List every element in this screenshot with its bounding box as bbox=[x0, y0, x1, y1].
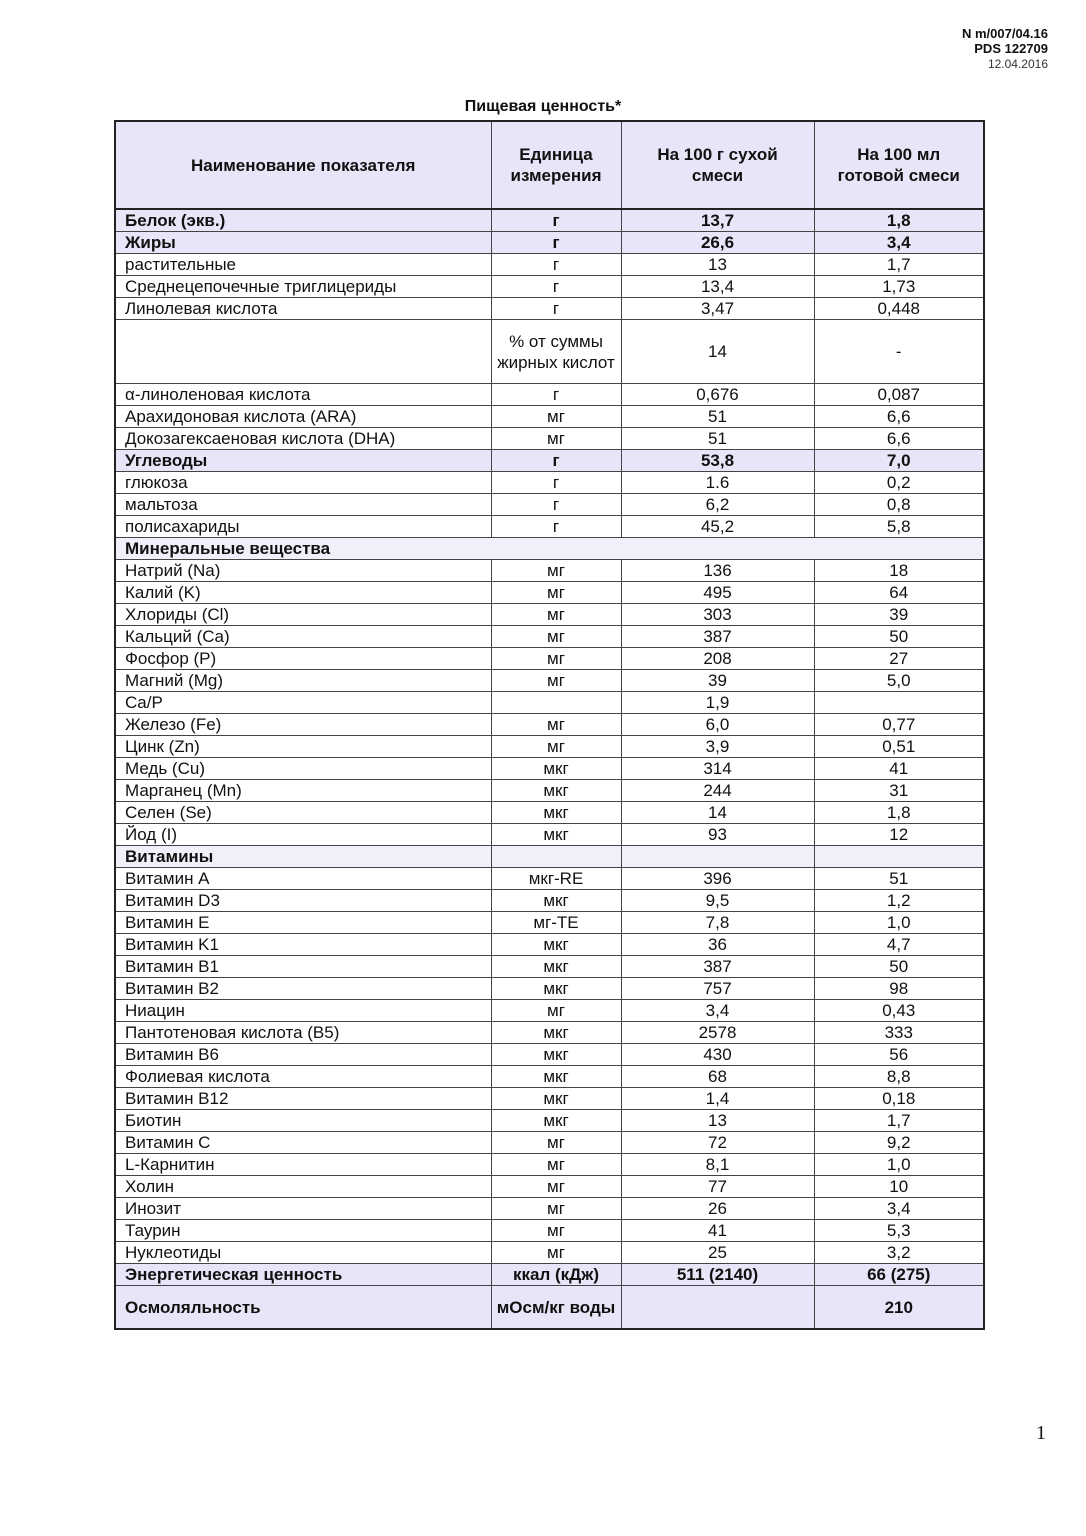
cell-unit: мг bbox=[491, 736, 621, 758]
cell-unit: мкг bbox=[491, 802, 621, 824]
cell-unit: мкг bbox=[491, 1088, 621, 1110]
cell-unit: мкг bbox=[491, 1044, 621, 1066]
cell-unit: мг bbox=[491, 648, 621, 670]
cell-unit: % от суммы жирных кислот bbox=[491, 320, 621, 384]
cell-dry: 303 bbox=[621, 604, 814, 626]
cell-name: Арахидоновая кислота (ARA) bbox=[115, 406, 491, 428]
cell-dry: 13,7 bbox=[621, 209, 814, 232]
table-row bbox=[115, 450, 984, 472]
cell-unit: мг bbox=[491, 1132, 621, 1154]
table-row bbox=[115, 1066, 984, 1088]
table-row bbox=[115, 276, 984, 298]
cell-unit: г bbox=[491, 384, 621, 406]
cell-unit: мг bbox=[491, 670, 621, 692]
cell-name: Инозит bbox=[115, 1198, 491, 1220]
cell-dry: 6,0 bbox=[621, 714, 814, 736]
cell-name: Таурин bbox=[115, 1220, 491, 1242]
cell-unit: мг bbox=[491, 714, 621, 736]
cell-ready: 0,77 bbox=[814, 714, 984, 736]
cell-unit: мг bbox=[491, 626, 621, 648]
table-row bbox=[115, 1264, 984, 1286]
cell-unit: г bbox=[491, 254, 621, 276]
cell-name: Витамин D3 bbox=[115, 890, 491, 912]
table-row bbox=[115, 1220, 984, 1242]
cell-unit: мкг bbox=[491, 1022, 621, 1044]
cell-name: Витамин B1 bbox=[115, 956, 491, 978]
table-row bbox=[115, 320, 984, 384]
cell-dry: 495 bbox=[621, 582, 814, 604]
header-dry: На 100 г сухой смеси bbox=[621, 121, 814, 209]
cell-dry: 36 bbox=[621, 934, 814, 956]
cell-name: Магний (Mg) bbox=[115, 670, 491, 692]
table-row bbox=[115, 254, 984, 276]
cell-name: Калий (K) bbox=[115, 582, 491, 604]
cell-dry: 51 bbox=[621, 406, 814, 428]
cell-name bbox=[115, 320, 491, 384]
table-row bbox=[115, 494, 984, 516]
cell-dry: 1,9 bbox=[621, 692, 814, 714]
cell-unit: мкг bbox=[491, 824, 621, 846]
table-row bbox=[115, 714, 984, 736]
cell-ready: 210 bbox=[814, 1286, 984, 1330]
cell-ready: 1,0 bbox=[814, 1154, 984, 1176]
table-row bbox=[115, 978, 984, 1000]
cell-dry: 53,8 bbox=[621, 450, 814, 472]
table-row bbox=[115, 626, 984, 648]
table-row bbox=[115, 692, 984, 714]
cell-name: Витамин K1 bbox=[115, 934, 491, 956]
cell-ready: 64 bbox=[814, 582, 984, 604]
cell-ready: 27 bbox=[814, 648, 984, 670]
cell-name: Линолевая кислота bbox=[115, 298, 491, 320]
cell-ready: 51 bbox=[814, 868, 984, 890]
cell-name: Витамин B6 bbox=[115, 1044, 491, 1066]
cell-unit: мкг bbox=[491, 934, 621, 956]
cell-dry: 430 bbox=[621, 1044, 814, 1066]
cell-ready: - bbox=[814, 320, 984, 384]
page-title: Пищевая ценность* bbox=[464, 98, 622, 115]
cell-dry: 757 bbox=[621, 978, 814, 1000]
cell-dry: 1.6 bbox=[621, 472, 814, 494]
cell-dry: 3,47 bbox=[621, 298, 814, 320]
header-unit: Единица измерения bbox=[491, 121, 621, 209]
table-row bbox=[115, 428, 984, 450]
nutrition-table bbox=[114, 120, 985, 1330]
cell-name: Биотин bbox=[115, 1110, 491, 1132]
cell-unit: ккал (кДж) bbox=[491, 1264, 621, 1286]
cell-name: Среднецепочечные триглицериды bbox=[115, 276, 491, 298]
cell-name: Фолиевая кислота bbox=[115, 1066, 491, 1088]
cell-ready: 10 bbox=[814, 1176, 984, 1198]
table-row bbox=[115, 868, 984, 890]
cell-ready: 50 bbox=[814, 626, 984, 648]
table-row bbox=[115, 1022, 984, 1044]
cell-unit: г bbox=[491, 298, 621, 320]
cell-dry: 3,4 bbox=[621, 1000, 814, 1022]
cell-name: Витамины bbox=[115, 846, 491, 868]
cell-dry bbox=[621, 846, 814, 868]
cell-unit: мкг-RE bbox=[491, 868, 621, 890]
cell-name: Витамин B2 bbox=[115, 978, 491, 1000]
cell-unit: мг bbox=[491, 582, 621, 604]
cell-unit: мг bbox=[491, 1198, 621, 1220]
table-row bbox=[115, 1000, 984, 1022]
table-row bbox=[115, 736, 984, 758]
cell-unit bbox=[491, 692, 621, 714]
cell-ready: 8,8 bbox=[814, 1066, 984, 1088]
cell-dry: 387 bbox=[621, 956, 814, 978]
cell-name: Хлориды (Cl) bbox=[115, 604, 491, 626]
table-row bbox=[115, 934, 984, 956]
cell-ready: 1,0 bbox=[814, 912, 984, 934]
cell-unit: мг bbox=[491, 560, 621, 582]
cell-unit: мг bbox=[491, 1242, 621, 1264]
cell-dry: 208 bbox=[621, 648, 814, 670]
cell-dry: 68 bbox=[621, 1066, 814, 1088]
cell-ready: 1,73 bbox=[814, 276, 984, 298]
cell-ready: 18 bbox=[814, 560, 984, 582]
cell-ready: 31 bbox=[814, 780, 984, 802]
cell-dry: 77 bbox=[621, 1176, 814, 1198]
header-name: Наименование показателя bbox=[115, 121, 491, 209]
table-row bbox=[115, 670, 984, 692]
cell-name: Витамин A bbox=[115, 868, 491, 890]
cell-ready: 3,4 bbox=[814, 1198, 984, 1220]
table-row bbox=[115, 846, 984, 868]
cell-name: Витамин B12 bbox=[115, 1088, 491, 1110]
table-row bbox=[115, 472, 984, 494]
cell-dry: 0,676 bbox=[621, 384, 814, 406]
cell-name: Пантотеновая кислота (B5) bbox=[115, 1022, 491, 1044]
page-number: 1 bbox=[1036, 1422, 1046, 1444]
table-header-row bbox=[115, 121, 984, 209]
cell-unit: г bbox=[491, 472, 621, 494]
table-row bbox=[115, 384, 984, 406]
table-row bbox=[115, 780, 984, 802]
cell-unit: мкг bbox=[491, 956, 621, 978]
cell-ready: 0,448 bbox=[814, 298, 984, 320]
cell-unit: г bbox=[491, 232, 621, 254]
cell-name: Нуклеотиды bbox=[115, 1242, 491, 1264]
doc-date: 12.04.2016 bbox=[987, 57, 1048, 71]
cell-ready: 5,8 bbox=[814, 516, 984, 538]
cell-name: Йод (I) bbox=[115, 824, 491, 846]
cell-dry: 93 bbox=[621, 824, 814, 846]
cell-ready: 0,18 bbox=[814, 1088, 984, 1110]
cell-dry: 3,9 bbox=[621, 736, 814, 758]
cell-dry: 13 bbox=[621, 254, 814, 276]
table-row bbox=[115, 1198, 984, 1220]
table-row bbox=[115, 648, 984, 670]
table-row bbox=[115, 802, 984, 824]
cell-ready: 0,43 bbox=[814, 1000, 984, 1022]
cell-ready: 66 (275) bbox=[814, 1264, 984, 1286]
cell-ready: 50 bbox=[814, 956, 984, 978]
cell-name: глюкоза bbox=[115, 472, 491, 494]
cell-dry: 314 bbox=[621, 758, 814, 780]
cell-dry: 6,2 bbox=[621, 494, 814, 516]
table-row bbox=[115, 1176, 984, 1198]
table-row bbox=[115, 298, 984, 320]
cell-name: Цинк (Zn) bbox=[115, 736, 491, 758]
cell-name: Углеводы bbox=[115, 450, 491, 472]
cell-dry: 244 bbox=[621, 780, 814, 802]
cell-name: Марганец (Mn) bbox=[115, 780, 491, 802]
cell-dry: 136 bbox=[621, 560, 814, 582]
cell-ready: 6,6 bbox=[814, 428, 984, 450]
cell-unit: мг bbox=[491, 1000, 621, 1022]
table-row bbox=[115, 406, 984, 428]
cell-ready: 0,2 bbox=[814, 472, 984, 494]
cell-ready: 41 bbox=[814, 758, 984, 780]
cell-dry: 2578 bbox=[621, 1022, 814, 1044]
table-row bbox=[115, 582, 984, 604]
cell-ready bbox=[814, 846, 984, 868]
cell-name: L-Карнитин bbox=[115, 1154, 491, 1176]
table-row bbox=[115, 956, 984, 978]
cell-dry: 45,2 bbox=[621, 516, 814, 538]
table-row bbox=[115, 1154, 984, 1176]
cell-dry: 387 bbox=[621, 626, 814, 648]
table-row bbox=[115, 890, 984, 912]
table-row bbox=[115, 824, 984, 846]
cell-name: Фосфор (P) bbox=[115, 648, 491, 670]
cell-dry: 26 bbox=[621, 1198, 814, 1220]
cell-name: Белок (экв.) bbox=[115, 209, 491, 232]
cell-name: Медь (Cu) bbox=[115, 758, 491, 780]
cell-dry: 25 bbox=[621, 1242, 814, 1264]
table-row bbox=[115, 1044, 984, 1066]
cell-dry: 1,4 bbox=[621, 1088, 814, 1110]
cell-ready: 333 bbox=[814, 1022, 984, 1044]
cell-unit: г bbox=[491, 450, 621, 472]
cell-ready: 4,7 bbox=[814, 934, 984, 956]
table-row bbox=[115, 209, 984, 232]
cell-name: Осмоляльность bbox=[115, 1286, 491, 1330]
cell-dry: 9,5 bbox=[621, 890, 814, 912]
table-row bbox=[115, 912, 984, 934]
cell-name: Натрий (Na) bbox=[115, 560, 491, 582]
cell-dry: 14 bbox=[621, 320, 814, 384]
cell-unit: мг bbox=[491, 1154, 621, 1176]
cell-name: α-линоленовая кислота bbox=[115, 384, 491, 406]
cell-unit: мг bbox=[491, 406, 621, 428]
cell-ready: 1,7 bbox=[814, 254, 984, 276]
cell-name: Холин bbox=[115, 1176, 491, 1198]
table-row bbox=[115, 758, 984, 780]
cell-name: растительные bbox=[115, 254, 491, 276]
table-row bbox=[115, 516, 984, 538]
header-ready: На 100 мл готовой смеси bbox=[814, 121, 984, 209]
cell-dry: 13 bbox=[621, 1110, 814, 1132]
cell-ready: 98 bbox=[814, 978, 984, 1000]
cell-name: Минеральные вещества bbox=[115, 538, 984, 560]
table-row bbox=[115, 538, 984, 560]
cell-ready: 3,4 bbox=[814, 232, 984, 254]
cell-dry: 26,6 bbox=[621, 232, 814, 254]
table-body bbox=[115, 209, 984, 1329]
cell-ready: 1,2 bbox=[814, 890, 984, 912]
cell-ready: 12 bbox=[814, 824, 984, 846]
cell-name: Селен (Se) bbox=[115, 802, 491, 824]
cell-unit: мг bbox=[491, 1220, 621, 1242]
cell-unit bbox=[491, 846, 621, 868]
cell-dry: 72 bbox=[621, 1132, 814, 1154]
cell-unit: мкг bbox=[491, 978, 621, 1000]
cell-name: Витамин E bbox=[115, 912, 491, 934]
table-row bbox=[115, 1110, 984, 1132]
cell-ready: 3,2 bbox=[814, 1242, 984, 1264]
cell-ready: 6,6 bbox=[814, 406, 984, 428]
cell-name: полисахариды bbox=[115, 516, 491, 538]
cell-name: мальтоза bbox=[115, 494, 491, 516]
cell-ready: 1,8 bbox=[814, 209, 984, 232]
table-row bbox=[115, 1242, 984, 1264]
cell-unit: мг bbox=[491, 428, 621, 450]
cell-ready: 0,8 bbox=[814, 494, 984, 516]
cell-unit: г bbox=[491, 209, 621, 232]
cell-name: Докозагексаеновая кислота (DHA) bbox=[115, 428, 491, 450]
cell-name: Ca/P bbox=[115, 692, 491, 714]
cell-unit: мкг bbox=[491, 780, 621, 802]
cell-ready: 56 bbox=[814, 1044, 984, 1066]
cell-ready: 9,2 bbox=[814, 1132, 984, 1154]
cell-ready: 5,0 bbox=[814, 670, 984, 692]
cell-ready: 0,51 bbox=[814, 736, 984, 758]
doc-code-line-1: N m/007/04.16 bbox=[961, 26, 1048, 41]
cell-unit: г bbox=[491, 276, 621, 298]
cell-name: Энергетическая ценность bbox=[115, 1264, 491, 1286]
cell-unit: мОсм/кг воды bbox=[491, 1286, 621, 1330]
cell-unit: мкг bbox=[491, 758, 621, 780]
cell-ready: 7,0 bbox=[814, 450, 984, 472]
cell-dry: 41 bbox=[621, 1220, 814, 1242]
cell-dry: 396 bbox=[621, 868, 814, 890]
table-row bbox=[115, 604, 984, 626]
table-row bbox=[115, 1088, 984, 1110]
cell-ready: 5,3 bbox=[814, 1220, 984, 1242]
cell-unit: мг-TE bbox=[491, 912, 621, 934]
cell-unit: мкг bbox=[491, 1110, 621, 1132]
cell-unit: г bbox=[491, 516, 621, 538]
document-code bbox=[962, 26, 1048, 72]
cell-ready bbox=[814, 692, 984, 714]
cell-ready: 1,8 bbox=[814, 802, 984, 824]
cell-dry: 8,1 bbox=[621, 1154, 814, 1176]
cell-dry bbox=[621, 1286, 814, 1330]
cell-dry: 511 (2140) bbox=[621, 1264, 814, 1286]
cell-ready: 39 bbox=[814, 604, 984, 626]
cell-name: Кальций (Ca) bbox=[115, 626, 491, 648]
cell-name: Жиры bbox=[115, 232, 491, 254]
table-row bbox=[115, 232, 984, 254]
table-row bbox=[115, 560, 984, 582]
cell-name: Ниацин bbox=[115, 1000, 491, 1022]
cell-ready: 0,087 bbox=[814, 384, 984, 406]
cell-unit: г bbox=[491, 494, 621, 516]
table-row bbox=[115, 1286, 984, 1330]
cell-name: Железо (Fe) bbox=[115, 714, 491, 736]
cell-dry: 39 bbox=[621, 670, 814, 692]
cell-unit: мг bbox=[491, 1176, 621, 1198]
cell-dry: 14 bbox=[621, 802, 814, 824]
cell-name: Витамин C bbox=[115, 1132, 491, 1154]
cell-dry: 51 bbox=[621, 428, 814, 450]
cell-ready: 1,7 bbox=[814, 1110, 984, 1132]
cell-dry: 7,8 bbox=[621, 912, 814, 934]
table-row bbox=[115, 1132, 984, 1154]
cell-unit: мг bbox=[491, 604, 621, 626]
doc-code-line-2: PDS 122709 bbox=[974, 41, 1048, 56]
cell-dry: 13,4 bbox=[621, 276, 814, 298]
cell-unit: мкг bbox=[491, 1066, 621, 1088]
cell-unit: мкг bbox=[491, 890, 621, 912]
